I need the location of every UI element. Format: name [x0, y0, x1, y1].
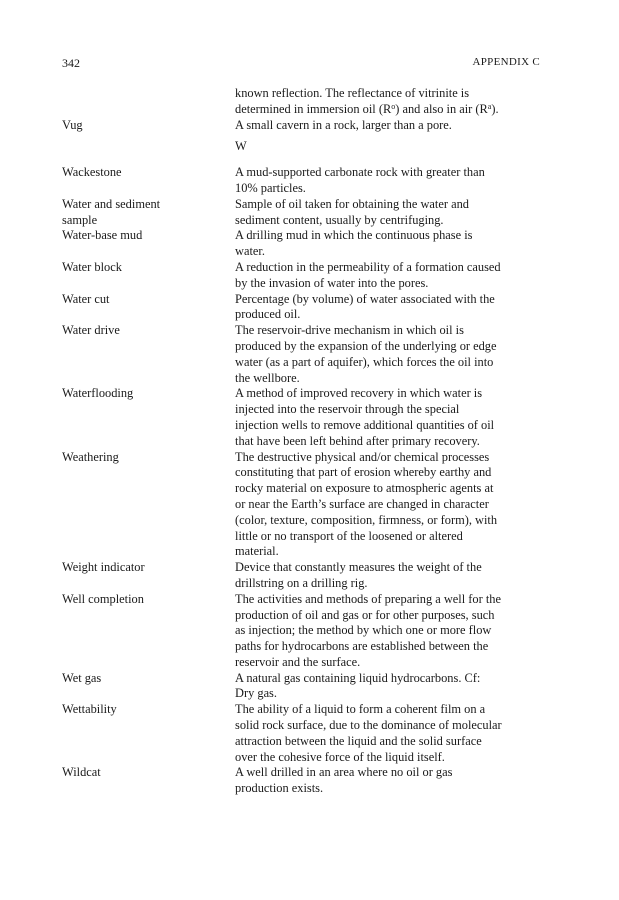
- glossary-entry: [62, 228, 542, 260]
- entry-definition: [235, 386, 541, 449]
- definition-line: material.: [235, 544, 279, 559]
- entry-term: Vug: [62, 117, 83, 132]
- glossary-entry: [62, 765, 542, 797]
- entry-definition: [235, 702, 541, 765]
- entry-definition: [235, 450, 541, 561]
- definition-line: produced by the expansion of the underlying or edge: [235, 338, 497, 353]
- running-head: APPENDIX C: [472, 56, 540, 68]
- definition-line: paths for hydrocarbons are established between the: [235, 639, 489, 654]
- definition-line: the wellbore.: [235, 370, 300, 385]
- definition-line: Percentage (by volume) of water associated with the: [235, 291, 495, 306]
- definition-line: The reservoir-drive mechanism in which oil is: [235, 323, 464, 338]
- definition-line: or near the Earth’s surface are changed in character: [235, 496, 489, 511]
- glossary-entry: [62, 671, 542, 703]
- entry-definition: [235, 592, 541, 671]
- definition-line: that have been left behind after primary recovery.: [235, 433, 480, 448]
- entry-definition: [235, 118, 541, 134]
- definition-line: injected into the reservoir through the special: [235, 402, 460, 417]
- entry-term: Water block: [62, 259, 122, 274]
- entry-term: Water drive: [62, 323, 120, 338]
- definition-line: water.: [235, 244, 265, 259]
- entry-definition: [235, 260, 541, 292]
- glossary-entry: [62, 260, 542, 292]
- entry-term: Weight indicator: [62, 560, 145, 575]
- entry-term: Wettability: [62, 702, 117, 717]
- entry-term: Well completion: [62, 591, 144, 606]
- definition-line: injection wells to remove additional quantities of oil: [235, 417, 495, 432]
- definition-line: over the cohesive force of the liquid itself.: [235, 749, 445, 764]
- entry-definition: [235, 228, 541, 260]
- entry-definition: [235, 292, 541, 324]
- definition-line: known reflection. The reflectance of vitrinite is: [235, 86, 470, 100]
- entry-definition: [235, 86, 541, 118]
- definition-line: production exists.: [235, 781, 324, 796]
- definition-line: solid rock surface, due to the dominance of molecular: [235, 718, 502, 733]
- glossary-entry: [62, 592, 542, 671]
- entry-definition: [235, 765, 541, 797]
- definition-line: by the invasion of water into the pores.: [235, 275, 429, 290]
- section-letter: W: [235, 139, 247, 154]
- definition-line: 10% particles.: [235, 180, 306, 195]
- entry-term: Wackestone: [62, 165, 122, 180]
- glossary-entry: [62, 702, 542, 765]
- entry-term: Wildcat: [62, 765, 101, 780]
- definition-line: rocky material on exposure to atmospheric agents at: [235, 481, 494, 496]
- entry-term: Weathering: [62, 449, 119, 464]
- definition-line: A reduction in the permeability of a formation caused: [235, 259, 501, 274]
- definition-line: Device that constantly measures the weight of the: [235, 560, 482, 575]
- glossary-entries: [62, 86, 542, 797]
- entry-definition: [235, 323, 541, 386]
- definition-line: Dry gas.: [235, 686, 277, 701]
- definition-line: determined in immersion oil $(R^o)$ and also in air $(R^a)$.: [235, 101, 499, 116]
- entry-term: Waterflooding: [62, 386, 134, 401]
- definition-line: A small cavern in a rock, larger than a pore.: [235, 117, 452, 132]
- definition-line: Sample of oil taken for obtaining the water and: [235, 196, 469, 211]
- definition-line: produced oil.: [235, 307, 301, 322]
- definition-line: (color, texture, composition, firmness, or form), with: [235, 512, 498, 527]
- entry-term: Water-base mud: [62, 228, 143, 243]
- definition-line: A well drilled in an area where no oil or gas: [235, 765, 453, 780]
- entry-definition: [235, 560, 541, 592]
- entry-term: Wet gas: [62, 670, 102, 685]
- definition-line: A mud-supported carbonate rock with greater than: [235, 165, 485, 180]
- superscript-o: o: [391, 101, 396, 111]
- definition-line: attraction between the liquid and the solid surface: [235, 733, 482, 748]
- glossary-entry: [62, 323, 542, 386]
- entry-definition: [235, 671, 541, 703]
- glossary-entry: [62, 560, 542, 592]
- glossary-entry: [62, 165, 542, 197]
- entry-term: Water and sediment sample: [62, 196, 161, 227]
- glossary-entry-vug: [62, 118, 542, 134]
- definition-line: A method of improved recovery in which water is: [235, 386, 483, 401]
- glossary-entry: [62, 386, 542, 449]
- definition-line: production of oil and gas or for other purposes, such: [235, 607, 495, 622]
- definition-line: The activities and methods of preparing a well for the: [235, 591, 501, 606]
- definition-line: The destructive physical and/or chemical processes: [235, 449, 490, 464]
- entry-definition: [235, 197, 541, 229]
- glossary-entry-continuation: [62, 86, 542, 118]
- entry-definition: [235, 165, 541, 197]
- superscript-a: a: [487, 101, 492, 111]
- glossary-entry: [62, 197, 542, 229]
- entry-term: Water cut: [62, 291, 110, 306]
- definition-line: water (as a part of aquifer), which forces the oil into: [235, 354, 494, 369]
- definition-line: The ability of a liquid to form a coherent film on a: [235, 702, 486, 717]
- definition-line: drillstring on a drilling rig.: [235, 575, 368, 590]
- definition-line: reservoir and the surface.: [235, 654, 361, 669]
- definition-line: A natural gas containing liquid hydrocarbons. Cf:: [235, 670, 481, 685]
- definition-line: A drilling mud in which the continuous phase is: [235, 228, 473, 243]
- entry-list: [62, 165, 542, 797]
- definition-line: little or no transport of the loosened or altered: [235, 528, 463, 543]
- page-number: 342: [62, 56, 80, 70]
- page-header: [62, 56, 540, 72]
- glossary-entry: [62, 292, 542, 324]
- definition-line: sediment content, usually by centrifuging.: [235, 212, 444, 227]
- definition-line: as injection; the method by which one or more flow: [235, 623, 492, 638]
- definition-line: constituting that part of erosion whereby earthy and: [235, 465, 492, 480]
- glossary-entry: [62, 450, 542, 561]
